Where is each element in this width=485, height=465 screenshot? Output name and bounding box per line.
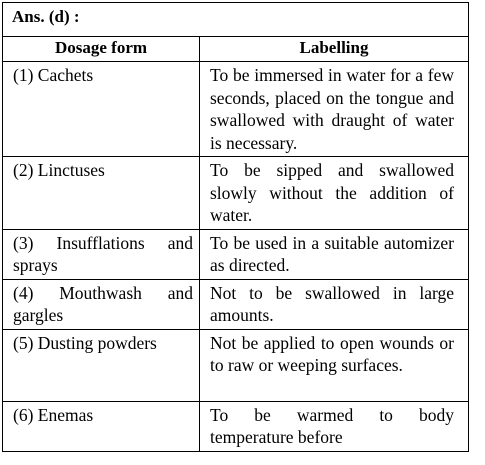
table-row bbox=[3, 329, 469, 401]
table-row bbox=[3, 157, 469, 230]
header-row bbox=[3, 37, 469, 62]
table-edge-mark bbox=[2, 442, 3, 448]
table-row bbox=[3, 401, 469, 451]
answer-row bbox=[3, 3, 469, 37]
labelling-cell: To be immersed in water for a few seconds, placed on the tongue and swallowed with draught of water is necessary. bbox=[200, 62, 469, 157]
labelling-cell: To be sipped and swallowed slowly without the addition of water. bbox=[200, 157, 469, 230]
table-row bbox=[3, 229, 469, 279]
dosage-labelling-table bbox=[2, 2, 469, 452]
labelling-cell: To be used in a suitable automizer as directed. bbox=[200, 229, 469, 279]
labelling-cell: To be warmed to body temperature before bbox=[200, 401, 469, 451]
dosage-form-cell: (3) Insufflations and sprays bbox=[3, 229, 200, 279]
table-row bbox=[3, 62, 469, 157]
labelling-cell: Not be applied to open wounds or to raw or weeping surfaces. bbox=[200, 329, 469, 401]
answer-label: Ans. (d) : bbox=[3, 3, 469, 37]
dosage-form-cell: (2) Linctuses bbox=[3, 157, 200, 230]
dosage-form-cell: (1) Cachets bbox=[3, 62, 200, 157]
answer-table-container bbox=[2, 2, 468, 452]
dosage-form-cell: (5) Dusting powders bbox=[3, 329, 200, 401]
header-labelling: Labelling bbox=[200, 37, 469, 62]
labelling-cell: Not to be swallowed in large amounts. bbox=[200, 279, 469, 329]
dosage-form-cell: (6) Enemas bbox=[3, 401, 200, 451]
header-dosage-form: Dosage form bbox=[3, 37, 200, 62]
table-row bbox=[3, 279, 469, 329]
dosage-form-cell: (4) Mouthwash and gargles bbox=[3, 279, 200, 329]
